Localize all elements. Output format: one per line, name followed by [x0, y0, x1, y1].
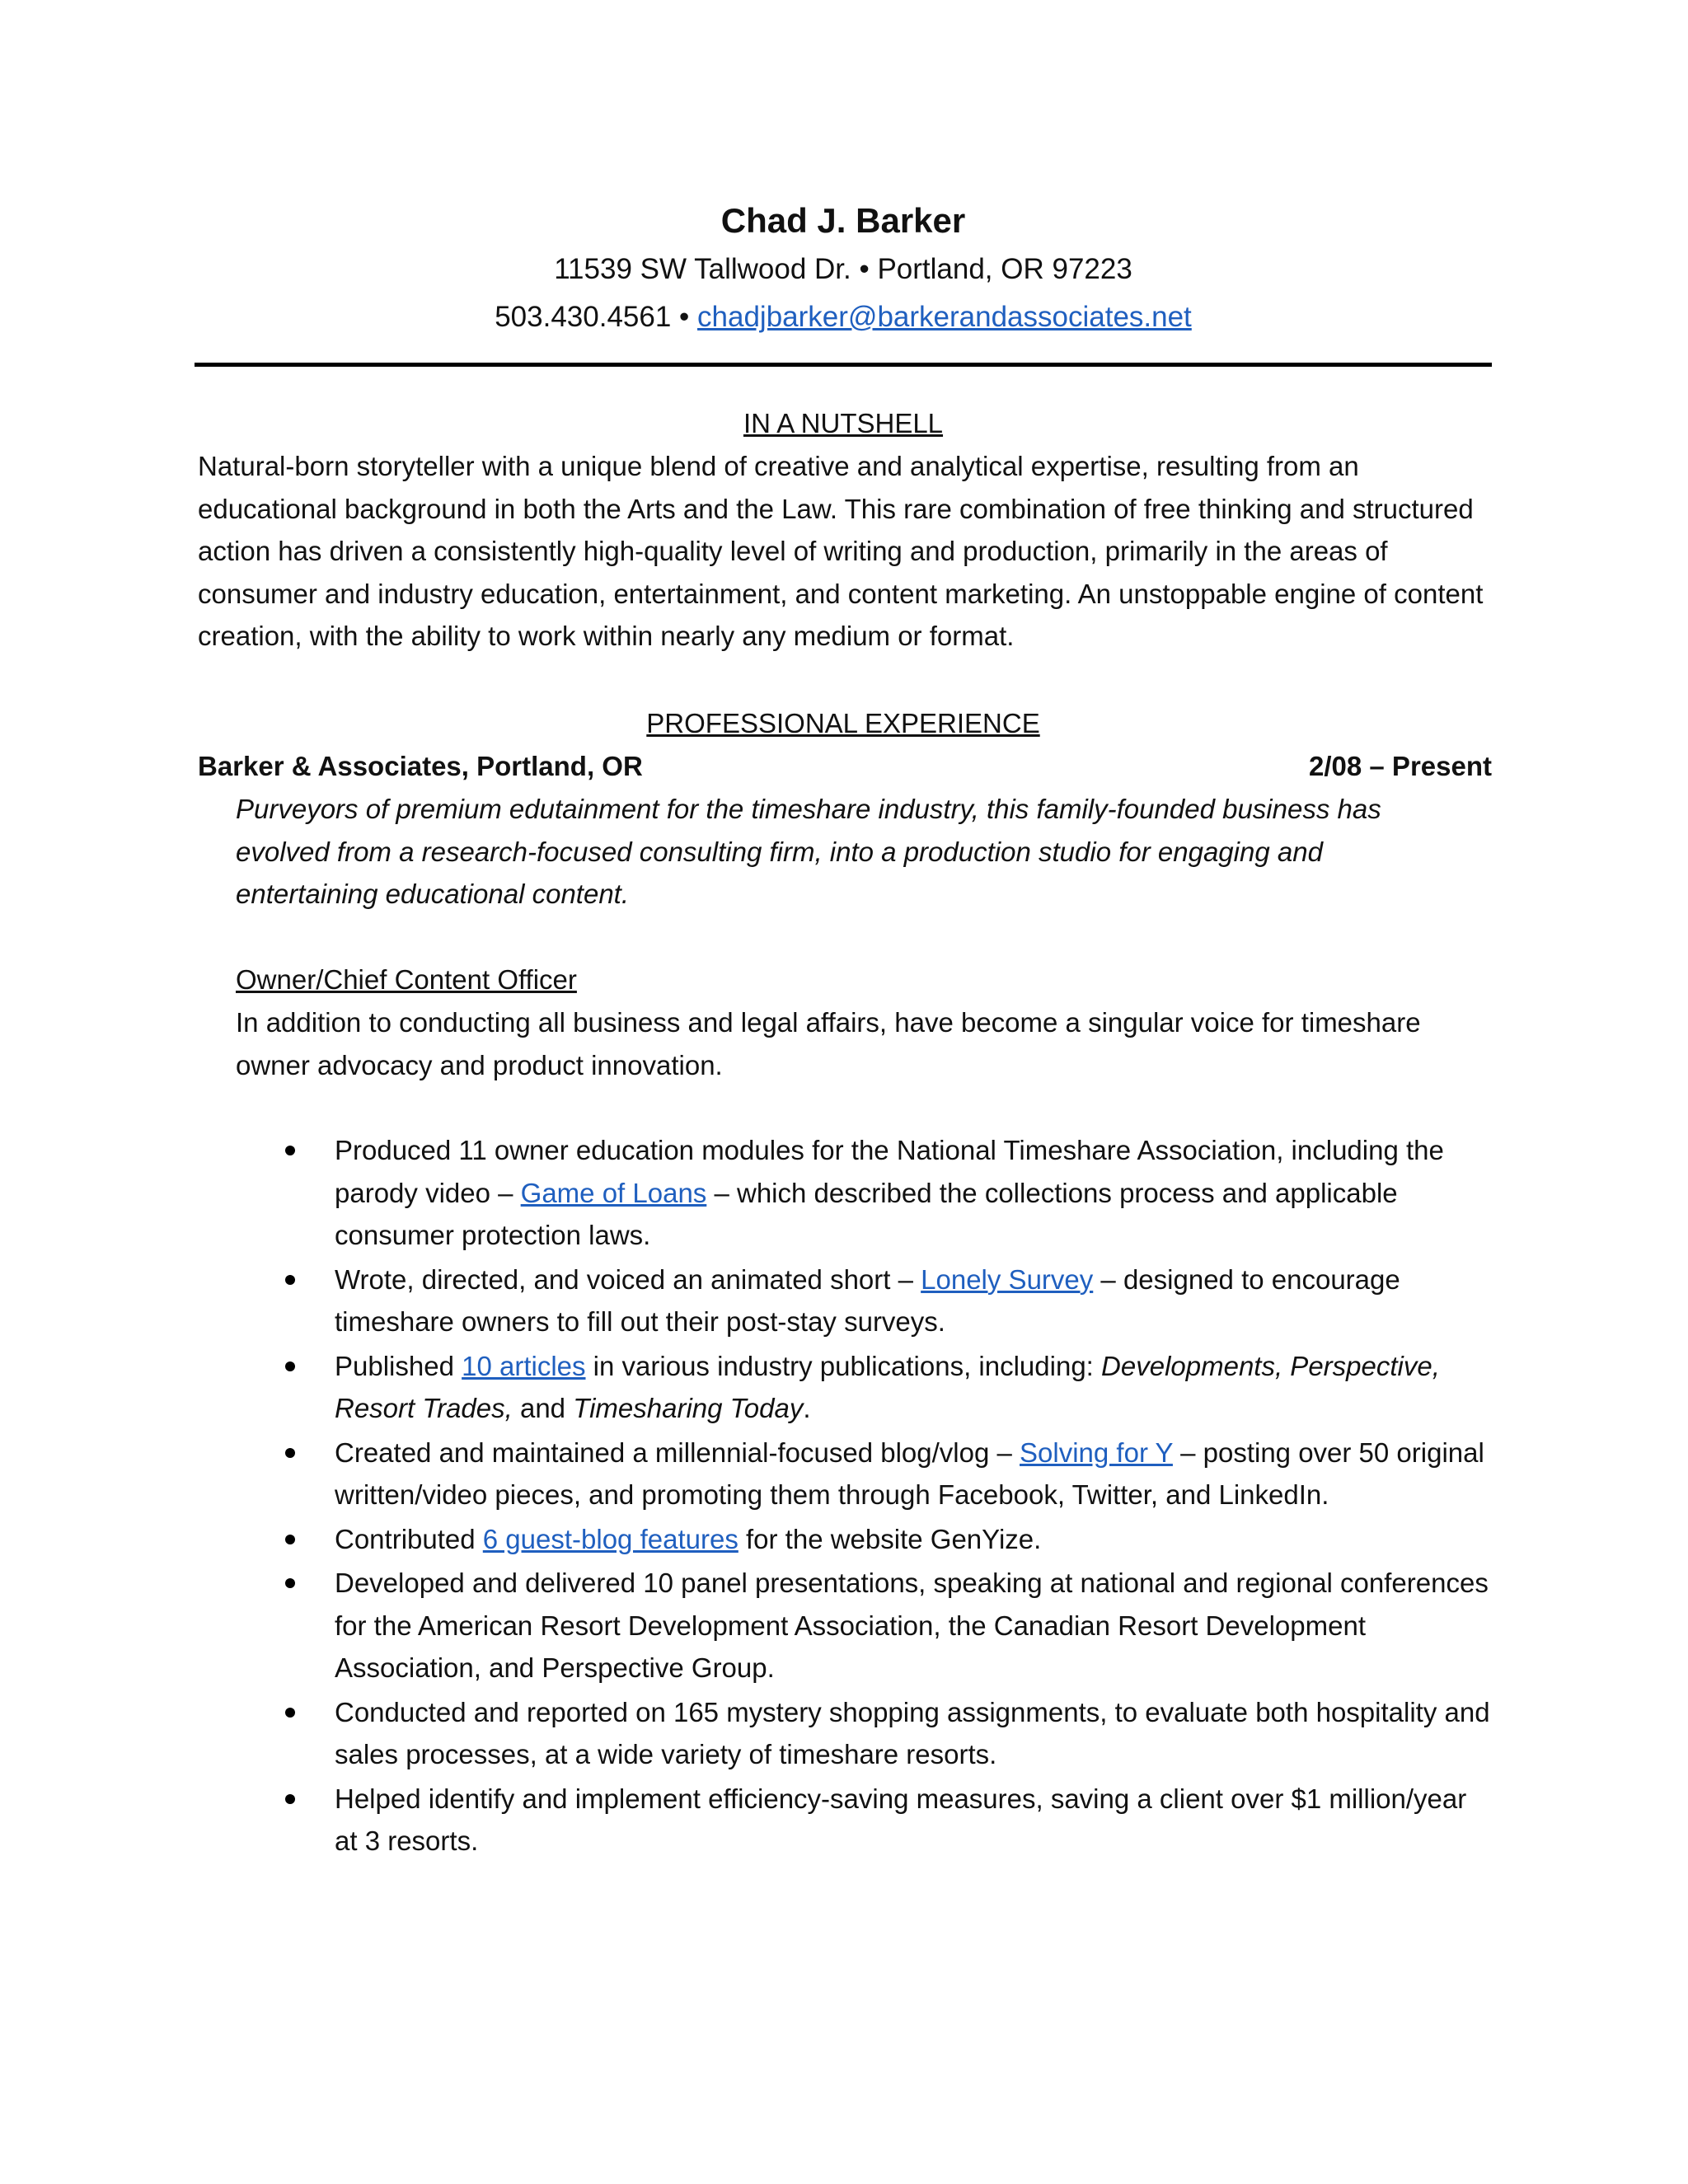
bullet-icon [285, 1361, 295, 1371]
bullet-icon [285, 1794, 295, 1804]
bullet-icon [285, 1275, 295, 1285]
list-item: Published 10 articles in various industry publications, including: Developments, Perspective, Resort Trades, and Timesharing Today. [280, 1345, 1492, 1430]
resume-header [195, 196, 1492, 341]
articles-link[interactable]: 10 articles [462, 1350, 586, 1381]
list-item: Contributed 6 guest-blog features for the website GenYize. [280, 1518, 1492, 1561]
list-item: Created and maintained a millennial-focused blog/vlog – Solving for Y – posting over 50 original written/video pieces, and promoting them through Facebook, Twitter, and LinkedIn. [280, 1432, 1492, 1516]
bullet-icon [285, 1708, 295, 1718]
role-summary: In addition to conducting all business and legal affairs, have become a singular voice for timeshare owner advocacy and product innovation. [236, 1007, 1421, 1080]
accomplishment-list [280, 1129, 1492, 1864]
header-divider [195, 363, 1492, 367]
role-title: Owner/Chief Content Officer [236, 964, 577, 995]
list-item: Produced 11 owner education modules for the National Timeshare Association, including the parody video – Game of Loans – which described the collections process and applicable consumer protection laws. [280, 1129, 1492, 1257]
bullet-icon [285, 1146, 295, 1155]
bullet-icon [285, 1535, 295, 1544]
list-item: Helped identify and implement efficiency-saving measures, saving a client over $1 million/year at 3 resorts. [280, 1778, 1492, 1863]
company-description: Purveyors of premium edutainment for the timeshare industry, this family-founded business has evolved from a research-focused consulting firm, into a production studio for engaging and entertaining educational content. [236, 794, 1381, 909]
phone-number: 503.430.4561 • [495, 301, 690, 333]
guest-blog-link[interactable]: 6 guest-blog features [482, 1523, 738, 1554]
list-item: Conducted and reported on 165 mystery shopping assignments, to evaluate both hospitality and sales processes, at a wide variety of timeshare resorts. [280, 1691, 1492, 1776]
nutshell-heading: IN A NUTSHELL [743, 408, 944, 438]
list-item: Wrote, directed, and voiced an animated short – Lonely Survey – designed to encourage timeshare owners to fill out their post-stay surveys. [280, 1258, 1492, 1343]
nutshell-summary: Natural-born storyteller with a unique blend of creative and analytical expertise, resulting from an educational background in both the Arts and the Law. This rare combination of free thinking and structured action has driven a consistently high-quality level of writing and production, primarily in the areas of consumer and industry education, entertainment, and content marketing. An unstoppable engine of content creation, with the ability to work within nearly any medium or format. [198, 451, 1484, 651]
game-of-loans-link[interactable]: Game of Loans [520, 1177, 707, 1208]
bullet-icon [285, 1578, 295, 1588]
bullet-icon [285, 1448, 295, 1458]
candidate-name: Chad J. Barker [720, 201, 966, 240]
contact-line [195, 293, 1492, 341]
address-line: 11539 SW Tallwood Dr. • Portland, OR 97223 [554, 253, 1132, 285]
list-item: Developed and delivered 10 panel presentations, speaking at national and regional conferences for the American Resort Development Association, the Canadian Resort Development Association, and Perspective Group. [280, 1562, 1492, 1690]
lonely-survey-link[interactable]: Lonely Survey [921, 1263, 1094, 1295]
job-dates: 2/08 – Present [1309, 751, 1492, 781]
company-name: Barker & Associates, Portland, OR [198, 751, 643, 781]
experience-heading: PROFESSIONAL EXPERIENCE [646, 708, 1040, 738]
email-link[interactable]: chadjbarker@barkerandassociates.net [697, 301, 1192, 333]
solving-for-y-link[interactable]: Solving for Y [1020, 1436, 1173, 1468]
job-header [198, 745, 1492, 788]
